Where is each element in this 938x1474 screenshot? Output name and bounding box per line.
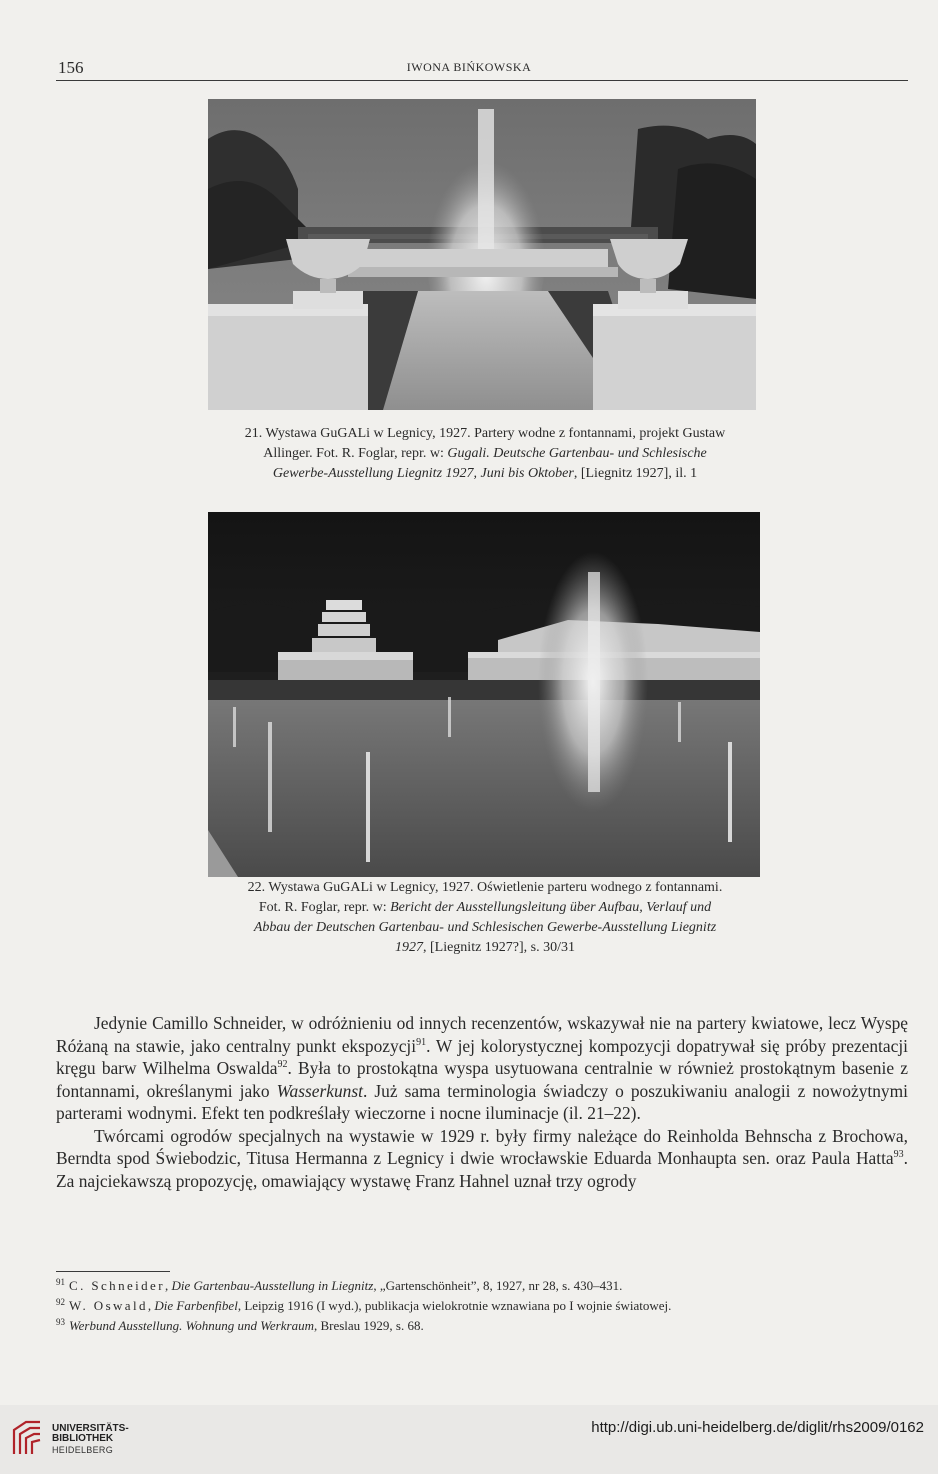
logo-shape (14, 1422, 40, 1454)
caption-text: Allinger. Fot. R. Foglar, repr. w: (263, 446, 448, 461)
paragraph-2 (56, 1125, 908, 1193)
library-name (52, 1424, 129, 1444)
caption-title: Gugali. Deutsche Gartenbau- und Schlesische (447, 446, 707, 461)
emphasis: Wasserkunst (276, 1080, 363, 1101)
text-run: , (164, 1278, 172, 1293)
source-url-link[interactable]: http://digi.ub.uni-heidelberg.de/diglit/rhs2009/0162 (591, 1419, 924, 1436)
footnote-author: C. Schneider (69, 1278, 165, 1293)
night-fountain-image (208, 512, 760, 877)
footnote-author: W. Oswald (69, 1298, 148, 1313)
caption-title: Abbau der Deutschen Gartenbau- und Schlesischen Gewerbe-Ausstellung Liegnitz (253, 920, 717, 935)
caption-line (200, 918, 770, 938)
text-run: . W jej kolorystycznej kompozycji dopatrywał się próby prezentacji kręgu barw Wilhelma Oswalda (56, 1035, 908, 1078)
caption-line (200, 464, 770, 484)
heidelberg-library-logo-icon[interactable] (10, 1418, 44, 1458)
page-number: 156 (58, 58, 84, 77)
footnote-number: 93 (56, 1316, 65, 1327)
footnote-92 (56, 1296, 908, 1316)
caption-text: , [Liegnitz 1927], il. 1 (573, 466, 698, 481)
caption-line: 22. Wystawa GuGALi w Legnicy, 1927. Oświetlenie parteru wodnego z fontannami. (247, 880, 723, 895)
figure-21-photo (208, 99, 756, 410)
library-city: HEIDELBERG (52, 1445, 114, 1455)
library-name-line: BIBLIOTHEK (52, 1433, 114, 1444)
footnote-title: Werbund Ausstellung. Wohnung und Werkraum (69, 1318, 314, 1333)
footnote-number: 91 (56, 1276, 65, 1287)
caption-line (200, 898, 770, 918)
caption-line: 21. Wystawa GuGALi w Legnicy, 1927. Partery wodne z fontannami, projekt Gustaw (244, 426, 726, 441)
caption-text: , [Liegnitz 1927?], s. 30/31 (422, 940, 576, 955)
text-run: , (147, 1298, 155, 1313)
header-rule (56, 80, 908, 81)
text-run: Jedynie Camillo Schneider, w odróżnieniu od innych recenzentów, wskazywał nie na partery kwiatowe, lecz Wyspę Różaną na stawie, jako centralny punkt ekspozycji (56, 1013, 908, 1056)
figure-22-photo (208, 512, 760, 877)
caption-title: Bericht der Ausstellungsleitung über Aufbau, Verlauf und (390, 900, 712, 915)
text-run: . Już sama terminologia świadczy o poszukiwaniu analogii z nowożytnymi parterami wodnymi. Efekt ten podkreślały wieczorne i nocne iluminacje (il. 21–22). (56, 1080, 908, 1123)
footnote-ref: 92 (277, 1059, 288, 1071)
caption-text: Fot. R. Foglar, repr. w: (258, 900, 391, 915)
caption-title: 1927 (394, 940, 423, 955)
paragraph-1 (56, 1012, 908, 1125)
footnote-ref: 93 (893, 1149, 904, 1161)
footnote-title: Die Farbenfibel (154, 1298, 238, 1313)
figure-21-caption (200, 424, 770, 484)
fountain-garden-image (208, 99, 756, 410)
text-run: , Breslau 1929, s. 68. (313, 1318, 424, 1333)
figure-22-caption (200, 878, 770, 958)
footnote-number: 92 (56, 1296, 65, 1307)
text-run: . Była to prostokątna wyspa usytuowana centralnie w również prostokątnym basenie z fontannami, określanymi jako (56, 1058, 908, 1101)
footnote-title: Die Gartenbau-Ausstellung in Liegnitz (171, 1278, 374, 1293)
footnote-rule (56, 1271, 170, 1272)
running-head: IWONA BIŃKOWSKA (406, 60, 532, 74)
caption-line (200, 444, 770, 464)
library-name-line: UNIVERSITÄTS- (52, 1423, 129, 1434)
caption-line (200, 938, 770, 958)
body-text (56, 1012, 908, 1192)
footnote-91 (56, 1276, 908, 1296)
text-run: , Leipzig 1916 (I wyd.), publikacja wielokrotnie wznawiana po I wojnie światowej. (237, 1298, 672, 1313)
footnote-ref: 91 (416, 1036, 427, 1048)
text-run: . Za najciekawszą propozycję, omawiający wystawę Franz Hahnel uznał trzy ogrody (56, 1148, 908, 1191)
digitization-footer (0, 1405, 938, 1474)
footnote-93 (56, 1316, 908, 1336)
footnotes (56, 1276, 908, 1336)
caption-title: Gewerbe-Ausstellung Liegnitz 1927, Juni bis Oktober (272, 466, 574, 481)
text-run: Twórcami ogrodów specjalnych na wystawie w 1929 r. były firmy należące do Reinholda Behnscha z Brochowa, Berndta spod Świebodzic, Titusa Hermanna z Legnicy i dwie wrocławskie Eduarda Monhaupta sen. oraz Paula Hatta (56, 1125, 908, 1168)
text-run: , „Gartenschönheit”, 8, 1927, nr 28, s. 430–431. (373, 1278, 623, 1293)
